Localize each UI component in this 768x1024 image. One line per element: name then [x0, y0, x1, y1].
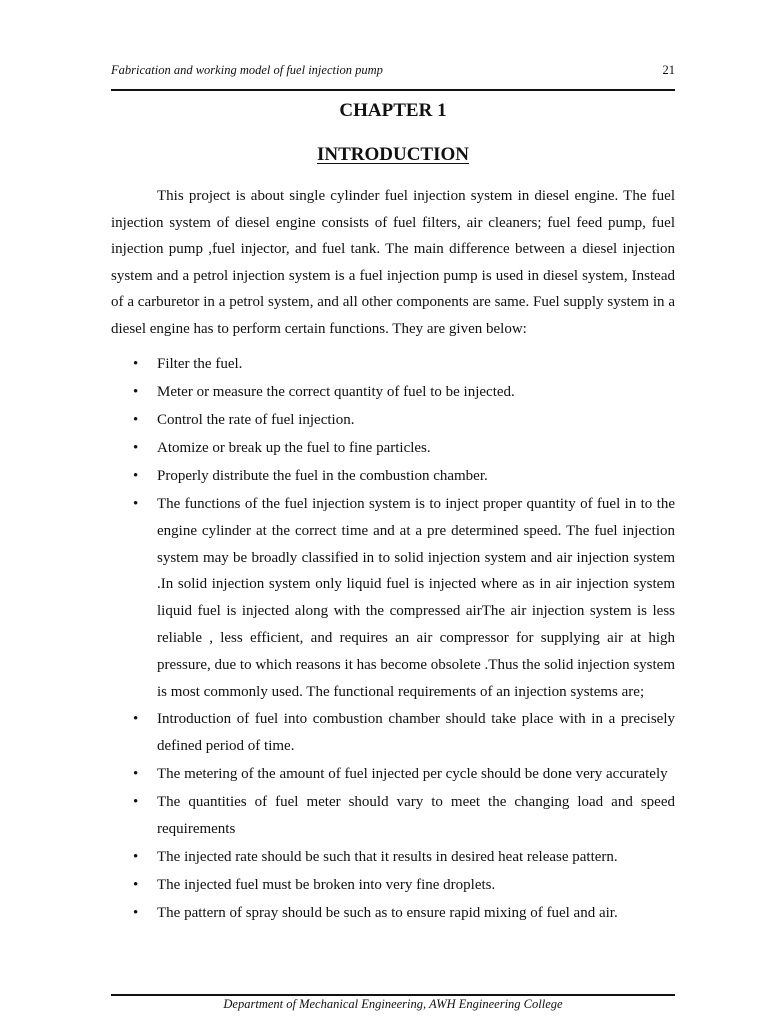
list-item: • Atomize or break up the fuel to fine particles.	[111, 435, 675, 462]
chapter-label: CHAPTER 1	[339, 100, 447, 121]
list-item: • Properly distribute the fuel in the combustion chamber.	[111, 463, 675, 490]
list-item: • The injected fuel must be broken into very fine droplets.	[111, 872, 675, 899]
header-rule	[111, 89, 675, 91]
list-item: • The injected rate should be such that it results in desired heat release pattern.	[111, 844, 675, 871]
intro-paragraph: This project is about single cylinder fuel injection system in diesel engine. The fuel injection system of diesel engine consists of fuel filters, air cleaners; fuel feed pump, fuel injection pump ,fuel injector, and fuel tank. The main difference between a diesel injection system and a petrol injection system is a fuel injection pump is used in diesel system, Instead of a carburetor in a petrol system, and all other components are same. Fuel supply system in a diesel engine has to perform certain functions. They are given below:	[111, 188, 675, 337]
running-title: Fabrication and working model of fuel injection pump	[111, 63, 383, 77]
list-item: • Filter the fuel.	[111, 351, 675, 378]
list-item: • The metering of the amount of fuel injected per cycle should be done very accurately	[111, 761, 675, 788]
page-number: 21	[662, 63, 675, 77]
page-header	[111, 63, 675, 78]
page-footer: Department of Mechanical Engineering, AWH Engineering College	[223, 997, 563, 1011]
list-item: • Introduction of fuel into combustion chamber should take place with in a precisely defined period of time.	[111, 706, 675, 760]
list-item: • Meter or measure the correct quantity of fuel to be injected.	[111, 379, 675, 406]
section-title-text: INTRODUCTION	[316, 144, 470, 165]
list-item: • The functions of the fuel injection system is to inject proper quantity of fuel in to the engine cylinder at the correct time and at a pre determined speed. The fuel injection system may be broadly classified in to solid injection system and air injection system .In solid injection system only liquid fuel is injected where as in air injection system liquid fuel is injected along with the compressed airThe air injection system is less reliable , less efficient, and requires an air compressor for supplying air at high pressure, due to which reasons it has become obsolete .Thus the solid injection system is most commonly used. The functional requirements of an injection systems are;	[111, 491, 675, 705]
list-item: • The quantities of fuel meter should vary to meet the changing load and speed requirements	[111, 789, 675, 843]
function-list	[111, 351, 675, 928]
list-item: • Control the rate of fuel injection.	[111, 407, 675, 434]
list-item: • The pattern of spray should be such as to ensure rapid mixing of fuel and air.	[111, 900, 675, 927]
section-title	[111, 144, 675, 166]
footer-rule	[111, 994, 675, 996]
